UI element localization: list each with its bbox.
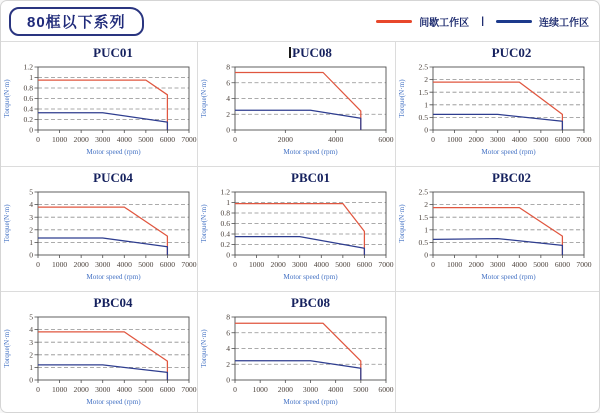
svg-text:8: 8: [226, 312, 230, 322]
chart-puc02: [396, 62, 592, 166]
svg-text:0.8: 0.8: [220, 208, 230, 218]
svg-text:1000: 1000: [446, 260, 463, 269]
svg-text:0: 0: [29, 250, 33, 260]
svg-text:2000: 2000: [270, 260, 286, 269]
svg-text:0: 0: [233, 260, 237, 269]
chart-pbc02: [396, 187, 592, 291]
svg-text:0: 0: [431, 260, 435, 269]
legend-intermittent-label: 间歇工作区: [419, 17, 470, 29]
chart-puc01: [1, 62, 197, 166]
svg-text:3: 3: [29, 337, 33, 347]
svg-text:Torque(N·m): Torque(N·m): [200, 204, 208, 243]
svg-text:3000: 3000: [490, 135, 506, 144]
svg-text:0: 0: [36, 385, 40, 394]
svg-text:5000: 5000: [138, 135, 154, 144]
legend-continuous-label: 连续工作区: [539, 17, 589, 29]
svg-text:0: 0: [424, 125, 428, 135]
svg-text:Torque(N·m): Torque(N·m): [398, 79, 406, 118]
chart-grid: [1, 41, 599, 412]
chart-puc08: [198, 62, 394, 166]
svg-text:1000: 1000: [252, 385, 268, 394]
svg-text:2000: 2000: [277, 135, 293, 144]
svg-text:0: 0: [29, 375, 33, 385]
svg-text:4: 4: [29, 325, 33, 335]
svg-text:0.5: 0.5: [418, 113, 428, 122]
svg-text:Torque(N·m): Torque(N·m): [200, 329, 208, 368]
svg-text:0.4: 0.4: [23, 104, 33, 114]
svg-text:1000: 1000: [248, 260, 265, 269]
svg-text:0.2: 0.2: [23, 115, 33, 125]
chart-pbc08: [198, 312, 394, 412]
svg-text:2: 2: [226, 109, 230, 119]
chart-cell-pbc08: [197, 291, 395, 412]
svg-text:0.4: 0.4: [220, 229, 230, 239]
chart-cell-puc04: [1, 166, 197, 291]
svg-text:0.5: 0.5: [418, 238, 428, 247]
svg-text:6: 6: [226, 328, 230, 338]
svg-text:0: 0: [226, 375, 230, 385]
svg-text:1.2: 1.2: [23, 62, 33, 72]
svg-text:1000: 1000: [51, 260, 68, 269]
svg-text:0.6: 0.6: [220, 219, 230, 229]
svg-text:Torque(N·m): Torque(N·m): [398, 204, 406, 243]
svg-text:5000: 5000: [138, 385, 154, 394]
svg-text:5000: 5000: [533, 135, 549, 144]
svg-text:7000: 7000: [181, 385, 197, 394]
chart-puc04: [1, 187, 197, 291]
chart-cell-puc01: [1, 41, 197, 166]
svg-text:4000: 4000: [511, 260, 527, 269]
svg-text:1: 1: [29, 363, 33, 372]
svg-text:4000: 4000: [116, 260, 132, 269]
svg-text:4: 4: [29, 200, 33, 210]
svg-text:0: 0: [233, 135, 237, 144]
svg-text:1: 1: [424, 100, 428, 110]
svg-text:3000: 3000: [302, 385, 319, 394]
svg-text:2: 2: [424, 200, 428, 210]
svg-text:0: 0: [424, 250, 428, 260]
svg-text:8: 8: [226, 62, 230, 72]
svg-text:0: 0: [36, 260, 40, 269]
svg-text:2: 2: [29, 225, 33, 235]
svg-text:2: 2: [424, 75, 428, 85]
svg-text:2.5: 2.5: [418, 187, 428, 197]
svg-text:3000: 3000: [490, 260, 506, 269]
svg-text:7000: 7000: [576, 135, 592, 144]
svg-text:5000: 5000: [335, 260, 351, 269]
svg-text:5: 5: [29, 312, 33, 322]
svg-text:Motor speed (rpm): Motor speed (rpm): [283, 273, 338, 281]
svg-text:1000: 1000: [51, 135, 68, 144]
chart-title-puc01: PUC01: [93, 45, 133, 60]
svg-text:1000: 1000: [51, 385, 68, 394]
chart-title-puc04: PUC04: [93, 170, 133, 185]
svg-text:0: 0: [226, 250, 230, 260]
svg-text:4000: 4000: [116, 135, 132, 144]
svg-text:5000: 5000: [533, 260, 549, 269]
legend-intermittent-line-icon: [376, 20, 412, 23]
chart-cell-puc02: [395, 41, 599, 166]
legend: [376, 14, 589, 29]
svg-text:5000: 5000: [138, 260, 154, 269]
svg-text:2: 2: [29, 350, 33, 360]
svg-text:3: 3: [29, 212, 33, 222]
svg-text:1: 1: [424, 225, 428, 235]
svg-text:6000: 6000: [554, 260, 571, 269]
chart-cell-pbc04: [1, 291, 197, 412]
svg-text:6000: 6000: [378, 385, 394, 394]
svg-text:0: 0: [431, 135, 435, 144]
svg-text:Motor speed (rpm): Motor speed (rpm): [86, 148, 141, 156]
svg-text:6000: 6000: [159, 385, 176, 394]
svg-text:4000: 4000: [328, 135, 344, 144]
svg-text:1000: 1000: [446, 135, 463, 144]
svg-text:2000: 2000: [277, 385, 293, 394]
svg-text:6: 6: [226, 78, 230, 88]
svg-text:0: 0: [233, 385, 237, 394]
chart-title-pbc02: PBC02: [492, 170, 531, 185]
svg-text:1.5: 1.5: [418, 87, 428, 97]
chart-cell-puc08: [197, 41, 395, 166]
svg-text:3000: 3000: [95, 135, 111, 144]
svg-text:6000: 6000: [159, 260, 176, 269]
svg-text:0.2: 0.2: [220, 240, 230, 250]
svg-text:3000: 3000: [95, 260, 111, 269]
svg-text:3000: 3000: [95, 385, 111, 394]
svg-text:6000: 6000: [159, 135, 176, 144]
svg-text:5: 5: [29, 187, 33, 197]
svg-text:2000: 2000: [73, 260, 89, 269]
svg-text:2: 2: [226, 359, 230, 369]
svg-text:5000: 5000: [353, 385, 369, 394]
svg-text:2.5: 2.5: [418, 62, 428, 72]
panel-header: [1, 1, 599, 41]
chart-title-pbc01: PBC01: [291, 170, 330, 185]
svg-text:2000: 2000: [73, 385, 89, 394]
svg-text:Motor speed (rpm): Motor speed (rpm): [283, 148, 338, 156]
svg-text:2000: 2000: [73, 135, 89, 144]
svg-text:Torque(N·m): Torque(N·m): [3, 79, 11, 118]
svg-text:4: 4: [226, 94, 230, 104]
svg-text:Motor speed (rpm): Motor speed (rpm): [86, 398, 141, 406]
chart-cell-pbc01: [197, 166, 395, 291]
legend-continuous-line-icon: [496, 20, 532, 23]
svg-text:7000: 7000: [378, 260, 394, 269]
svg-text:Motor speed (rpm): Motor speed (rpm): [283, 398, 338, 406]
chart-cell-pbc02: [395, 166, 599, 291]
svg-text:4000: 4000: [328, 385, 344, 394]
svg-text:0.8: 0.8: [23, 83, 33, 93]
chart-pbc04: [1, 312, 197, 412]
svg-text:Torque(N·m): Torque(N·m): [200, 79, 208, 118]
svg-text:4000: 4000: [511, 135, 527, 144]
svg-text:4000: 4000: [313, 260, 329, 269]
svg-text:Torque(N·m): Torque(N·m): [3, 329, 11, 368]
svg-text:1: 1: [226, 198, 230, 208]
svg-text:3000: 3000: [292, 260, 308, 269]
svg-text:0.6: 0.6: [23, 94, 33, 104]
text-cursor: [289, 47, 291, 58]
svg-text:0: 0: [36, 135, 40, 144]
series-badge: 80框以下系列: [9, 7, 144, 36]
svg-text:Motor speed (rpm): Motor speed (rpm): [86, 273, 141, 281]
svg-text:7000: 7000: [181, 260, 197, 269]
svg-text:0: 0: [29, 125, 33, 135]
svg-text:6000: 6000: [356, 260, 373, 269]
svg-text:1.5: 1.5: [418, 212, 428, 222]
chart-pbc01: [198, 187, 394, 291]
svg-text:2000: 2000: [468, 260, 484, 269]
chart-title-puc02: PUC02: [491, 45, 532, 60]
svg-text:0: 0: [226, 125, 230, 135]
chart-title-pbc08: PBC08: [291, 295, 330, 310]
svg-text:Motor speed (rpm): Motor speed (rpm): [481, 273, 536, 281]
legend-separator: |: [481, 15, 484, 27]
svg-text:4000: 4000: [116, 385, 132, 394]
svg-text:6000: 6000: [554, 135, 571, 144]
chart-title-pbc04: PBC04: [93, 295, 133, 310]
empty-cell: [395, 291, 599, 412]
svg-text:7000: 7000: [181, 135, 197, 144]
svg-text:Motor speed (rpm): Motor speed (rpm): [481, 148, 536, 156]
svg-text:2000: 2000: [468, 135, 484, 144]
svg-text:Torque(N·m): Torque(N·m): [3, 204, 11, 243]
chart-title-puc08: PUC08: [198, 42, 395, 62]
svg-text:6000: 6000: [378, 135, 394, 144]
svg-text:1: 1: [29, 238, 33, 247]
svg-text:7000: 7000: [576, 260, 592, 269]
svg-text:1: 1: [29, 73, 33, 83]
svg-text:4: 4: [226, 344, 230, 354]
svg-text:1.2: 1.2: [220, 187, 230, 197]
